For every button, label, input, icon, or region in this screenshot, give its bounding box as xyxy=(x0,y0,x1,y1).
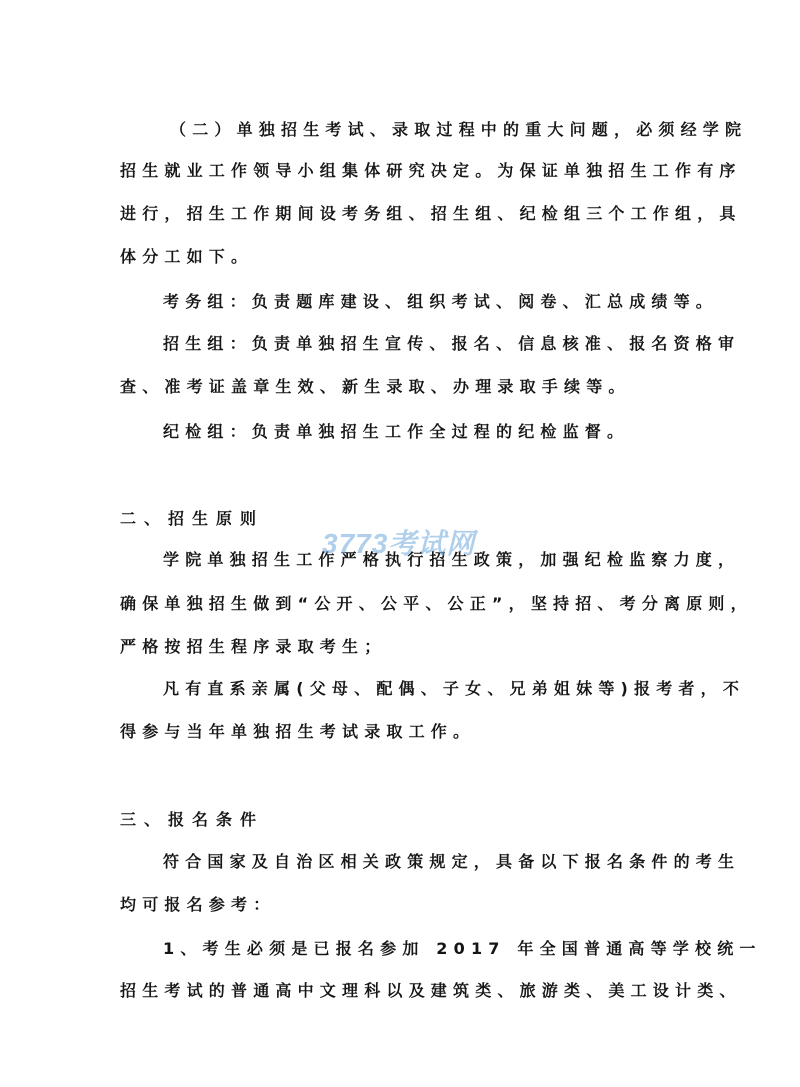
paragraph-line: 确保单独招生做到“公开、公平、公正”，坚持招、考分离原则， xyxy=(120,594,753,613)
paragraph-line: 符合国家及自治区相关政策规定，具备以下报名条件的考生 xyxy=(163,852,741,871)
paragraph-line: 考务组：负责题库建设、组织考试、阅卷、汇总成绩等。 xyxy=(163,292,719,311)
paragraph-line: 得参与当年单独招生考试录取工作。 xyxy=(120,722,476,741)
paragraph-line: 招生组：负责单独招生宣传、报名、信息核准、报名资格审 xyxy=(163,334,741,353)
paragraph-line: 1、考生必须是已报名参加 2017 年全国普通高等学校统一 xyxy=(163,939,762,958)
paragraph-line: （二）单独招生考试、录取过程中的重大问题，必须经学院 xyxy=(170,120,748,139)
section-heading: 三、报名条件 xyxy=(120,810,265,829)
site-watermark: 3773考试网 xyxy=(322,528,476,559)
paragraph-line: 纪检组：负责单独招生工作全过程的纪检监督。 xyxy=(163,422,630,441)
paragraph-line: 体分工如下。 xyxy=(120,247,254,266)
paragraph-line: 查、准考证盖章生效、新生录取、办理录取手续等。 xyxy=(120,377,631,396)
paragraph-line: 学院单独招生工作严格执行招生政策，加强纪检监察力度， xyxy=(163,550,741,569)
paragraph-line: 进行，招生工作期间设考务组、招生组、纪检组三个工作组，具 xyxy=(120,204,742,223)
paragraph-line: 招生就业工作领导小组集体研究决定。为保证单独招生工作有序 xyxy=(120,161,742,180)
section-heading: 二、招生原则 xyxy=(120,509,265,528)
paragraph-line: 严格按招生程序录取考生； xyxy=(120,637,387,656)
paragraph-line: 凡有直系亲属(父母、配偶、子女、兄弟姐妹等)报考者，不 xyxy=(163,679,746,698)
paragraph-line: 招生考试的普通高中文理科以及建筑类、旅游类、美工设计类、 xyxy=(120,981,742,1000)
paragraph-line: 均可报名参考： xyxy=(120,895,276,914)
